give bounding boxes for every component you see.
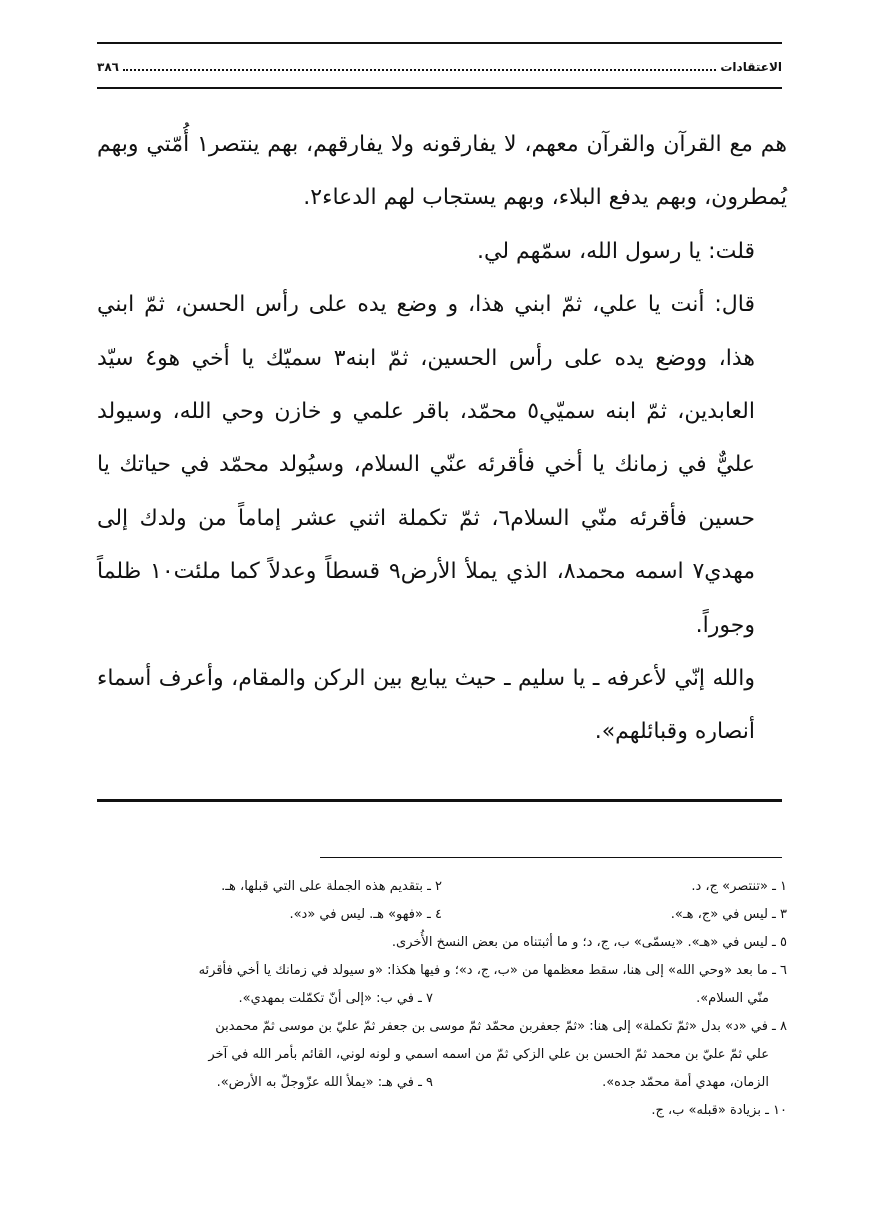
footnote-1: ١ ـ «تنتصر» ج، د. [691, 879, 787, 894]
footnote-8-end: الزمان، مهدي أمة محمّد جده». [602, 1075, 769, 1090]
footnote-row [97, 1069, 787, 1097]
header-leader-dots [123, 69, 716, 71]
footnotes [97, 873, 787, 1125]
text-separator-rule [97, 799, 782, 802]
footnote-10: ١٠ ـ بزيادة «قبله» ب، ج. [651, 1103, 787, 1118]
footnote-6-continued: منّي السلام». [696, 991, 769, 1006]
paragraph-4: والله إنّي لأعرفه ـ يا سليم ـ حيث يبايع بين الركن والمقام، وأعرف أسماء أنصاره وقبائلهم». [97, 666, 755, 745]
footnote-6: ٦ ـ ما بعد «وحي الله» إلى هنا، سقط معظمها من «ب، ج، د»؛ و فيها هكذا: «و سيولد في زمانك يا أخي فأقرئه [198, 963, 787, 978]
header-rule [97, 87, 782, 89]
running-header [97, 56, 782, 78]
footnote-7: ٧ ـ في ب: «إلى أنّ تكمّلت بمهدي». [238, 991, 433, 1006]
footnote-row [97, 873, 787, 901]
footnote-row [97, 901, 787, 929]
footnote-4: ٤ ـ «فهو» هـ. ليس في «د». [289, 907, 442, 922]
main-text [97, 118, 787, 759]
footnote-8: ٨ ـ في «د» بدل «ثمّ تكملة» إلى هنا: «ثمّ جعفربن محمّد ثمّ موسى بن جعفر ثمّ عليّ بن موسى ثمّ محمدبن [215, 1019, 787, 1034]
footnote-9: ٩ ـ في هـ: «يملأ الله عزّوجلّ به الأرض». [216, 1075, 433, 1090]
paragraph-2: قلت: يا رسول الله، سمّهم لي. [477, 238, 755, 264]
section-title: الاعتقادات [720, 60, 782, 74]
footnote-3: ٣ ـ ليس في «ج، هـ». [670, 907, 787, 922]
footnote-5: ٥ ـ ليس في «هـ». «يسمّى» ب، ج، د؛ و ما أثبتناه من بعض النسخ الأُخرى. [391, 935, 787, 950]
top-rule [97, 42, 782, 44]
paragraph-3: قال: أنت يا علي، ثمّ ابني هذا، و وضع يده على رأس الحسن، ثمّ ابني هذا، ووضع يده على رأس الحسين، ثمّ ابنه٣ سميّك يا أخي هو٤ سيّد العابدين، ثمّ ابنه سميّي٥ محمّد، باقر علمي و خازن وحي الله، وسيولد عليٌّ في زمانك يا أخي فأقرئه عنّي السلام، وسيُولد محمّد في حياتك يا حسين فأقرئه منّي السلام٦، ثمّ تكملة اثني عشر إماماً من ولدك إلى مهدي٧ اسمه محمد٨، الذي يملأ الأرض٩ قسطاً وعدلاً كما ملئت١٠ ظلماً وجوراً. [97, 292, 755, 638]
footnote-8-continued: علي ثمّ عليّ بن محمد ثمّ الحسن بن علي الزكي ثمّ من اسمه اسمي و لونه لوني، القائم بأمر الله في آخر [208, 1047, 769, 1062]
footnote-2: ٢ ـ بتقديم هذه الجملة على التي قبلها، هـ. [221, 879, 442, 894]
footnote-row [97, 985, 787, 1013]
page-number: ٣٨٦ [97, 60, 119, 74]
footnote-rule [320, 857, 782, 858]
paragraph-1: هم مع القرآن والقرآن معهم، لا يفارقونه ولا يفارقهم، بهم ينتصر١ أُمّتي وبهم يُمطرون، وبهم يدفع البلاء، وبهم يستجاب لهم الدعاء٢. [97, 132, 788, 211]
